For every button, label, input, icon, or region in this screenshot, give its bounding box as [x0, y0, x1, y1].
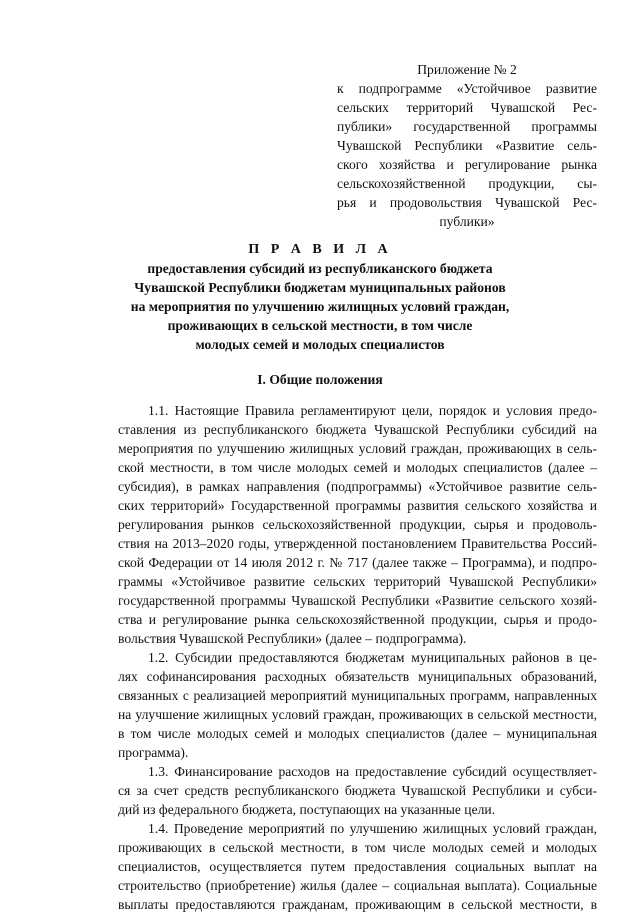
- paragraph-line: лях софинансирования расходных обязательств муниципальных образований,: [118, 669, 597, 684]
- paragraph-line: программа).: [118, 745, 189, 760]
- title-line: Чувашской Республики бюджетам муниципальных районов: [134, 280, 506, 295]
- paragraph-line: регулирования рынков сельскохозяйственной продукции, сырья и продоволь-: [118, 517, 597, 532]
- annex-line: публики»: [439, 214, 495, 229]
- paragraph-line: 1.4. Проведение мероприятий по улучшению жилищных условий граждан,: [148, 821, 597, 836]
- title-line: предоставления субсидий из республиканского бюджета: [147, 261, 493, 276]
- paragraph-line: 1.1. Настоящие Правила регламентируют цели, порядок и условия предо-: [148, 403, 597, 418]
- paragraph-line: вольствия Чувашской Республики» (далее – подпрограмма).: [118, 631, 467, 646]
- paragraph-line: строительство (приобретение) жилья (далее – социальная выплата). Социальные: [118, 878, 597, 893]
- paragraph-line: мероприятия по улучшению жилищных условий граждан, проживающих в сель-: [118, 441, 597, 456]
- annex-line: сельскохозяйственной продукции, сы-: [337, 176, 597, 191]
- paragraph-line: субсидия), в рамках направления (подпрограммы) «Устойчивое развитие сель-: [118, 479, 597, 494]
- paragraph-line: дий из федерального бюджета, поступающих на указанные цели.: [118, 802, 496, 817]
- paragraph-line: ской местности, в том числе молодых семей и молодых специалистов (далее –: [118, 460, 597, 475]
- title-line: на мероприятия по улучшению жилищных условий граждан,: [130, 299, 510, 314]
- paragraph-line: специалистов, осуществляется путем предоставления социальных выплат на: [118, 859, 597, 874]
- paragraph-line: связанных с реализацией мероприятий муниципальных программ, направленных: [118, 688, 597, 703]
- paragraph-line: 1.3. Финансирование расходов на предоставление субсидий осуществляет-: [148, 764, 597, 779]
- paragraph-line: ствия на 2013–2020 годы, утвержденной постановлением Правительства Россий-: [118, 536, 597, 551]
- title-line: проживающих в сельской местности, в том числе: [167, 318, 473, 333]
- paragraph-line: выплаты предоставляются гражданам, проживающим в сельской местности, в: [118, 897, 597, 912]
- paragraph-line: граммы «Устойчивое развитие сельских территорий Чувашской Республики»: [118, 574, 597, 589]
- annex-line: публики» государственной программы: [337, 119, 597, 134]
- document-heading: П Р А В И Л А: [248, 242, 392, 257]
- section-title: I. Общие положения: [257, 372, 383, 387]
- title-line: молодых семей и молодых специалистов: [195, 337, 445, 352]
- paragraph-line: ской Федерации от 14 июля 2012 г. № 717 (далее также – Программа), и подпро-: [118, 555, 597, 570]
- annex-line: рья и продовольствия Чувашской Рес-: [337, 195, 597, 210]
- annex-line: ского хозяйства и регулирование рынка: [337, 157, 597, 172]
- paragraph-line: государственной программы Чувашской Республики «Развитие сельского хозяй-: [118, 593, 597, 608]
- paragraph-line: проживающих в сельской местности, в том числе молодых семей и молодых: [118, 840, 597, 855]
- paragraph-line: 1.2. Субсидии предоставляются бюджетам муниципальных районов в це-: [148, 650, 597, 665]
- paragraph-line: на улучшение жилищных условий граждан, проживающих в сельской местности,: [118, 707, 597, 722]
- annex-line: Чувашской Республики «Развитие сель-: [337, 138, 597, 153]
- paragraph-line: ся за счет средств республиканского бюджета Чувашской Республики и субси-: [118, 783, 597, 798]
- paragraph-line: в том числе молодых семей и молодых специалистов (далее – муниципальная: [118, 726, 597, 741]
- paragraph-line: ства и регулирование рынка сельскохозяйственной продукции, сырья и продо-: [118, 612, 597, 627]
- paragraph-line: ставления из республиканского бюджета Чувашской Республики субсидий на: [118, 422, 597, 437]
- annex-line: к подпрограмме «Устойчивое развитие: [337, 81, 597, 96]
- annex-number: Приложение № 2: [417, 62, 517, 77]
- paragraph-line: ских территорий» Государственной программы развития сельского хозяйства и: [118, 498, 597, 513]
- annex-line: сельских территорий Чувашской Рес-: [337, 100, 597, 115]
